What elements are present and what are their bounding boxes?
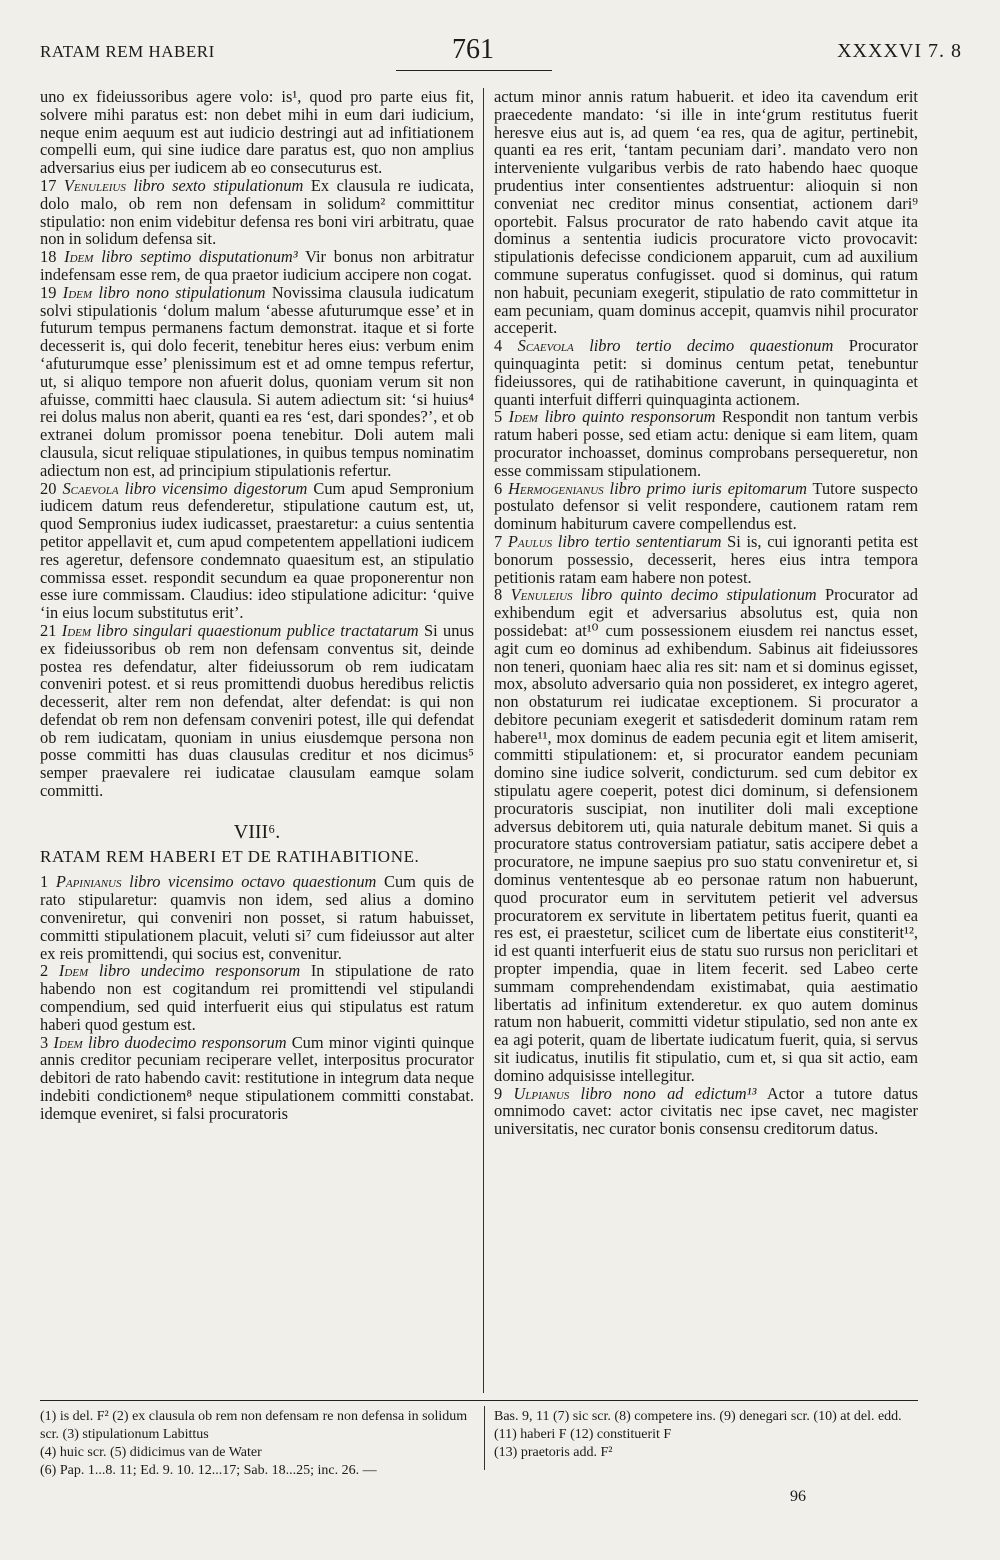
fragment-paragraph: [494, 408, 918, 479]
footnote-rule: [40, 1400, 918, 1401]
fragment-number: 7: [494, 531, 503, 551]
fragment-author: Paulus: [507, 531, 553, 551]
fragment-source: libro duodecimo responsorum: [87, 1032, 287, 1052]
fragment-number: 3: [40, 1032, 49, 1052]
fragment-source: libro quinto decimo stipulationum: [580, 585, 817, 605]
fragment-text: actum minor annis ratum habuerit. et ideo ita cavendum erit praecedente mandato: ‘si ille in inte‘grum restitutus fuerit heresve eius aut is, ad quem ‘ea res, qua de agitur, pertinebit, quanti ea res erit, ‘tantam pecuniam dari’. mandato vero non interveniente vulgaribus verbis de rato habendo haec quoque prudentius inter consentientes adstruentur: alioquin si non conveniat nec creditor minus consentiat, actionem dari⁹ oportebit. Falsus procurator de rato habendo cavit atque ita dominus a sententia iudicis procuratore victo provocavit: stipulationis defecisse condicionem apparuit, cum ad auxilium commune superatus confugisset. quod si dominus, qui ratum non habuit, pecuniam exegerit, stipulatio de rato committetur in eam pecuniam, quam dominus accepit, quamvis nihil procurator acceperit.: [494, 87, 918, 338]
fragment-author: Idem: [64, 247, 94, 267]
fragment-author: Venuleius: [510, 585, 573, 605]
fragment-text: Procurator quinquaginta petit: si dominus centum petat, tenebuntur fideiussores, qui de ratihabitione caverunt, in quinquaginta et quanti interfuit differri quinquaginta actionem.: [494, 336, 918, 409]
column-divider: [483, 88, 484, 1393]
fragment-text: Cum apud Sempronium iudicem datum reus defenderetur, stipulatione cautum est, ut, quod Sempronius iudex iudicasset, praestaretur: a cuius sententia petitor appellavit et, cum apud competentem appellationi iudicem res ageretur, defensore condemnato quaesitum est, an stipulatio commissa esset. respondit secundum ea quae proponerentur non esse iure commissam. Claudius: ideo stipulatione adicitur: ‘quive ‘in eius locum substitutus erit’.: [40, 478, 474, 623]
fragment-paragraph: [40, 248, 474, 284]
fragment-paragraph: [494, 337, 918, 408]
fragment-source: libro vicensimo octavo quaestionum: [129, 872, 377, 892]
continued-paragraph: [40, 88, 474, 177]
fragment-paragraph: [494, 1085, 918, 1138]
fragment-paragraph: [40, 284, 474, 480]
fragment-paragraph: [40, 962, 474, 1033]
fragment-author: Idem: [508, 407, 538, 427]
fragment-source: libro primo iuris epitomarum: [609, 478, 807, 498]
signature-mark: 96: [790, 1488, 806, 1505]
fragment-text: In stipulatione de rato habendo non est cogitandum rei promittendi vel stipulandi compendium, sed quid interfuerit eius qui stipulatus est ratum haberi quod gestum est.: [40, 961, 474, 1034]
fragment-number: 17: [40, 175, 57, 195]
header-rule: [396, 70, 552, 71]
fragment-number: 9: [494, 1083, 503, 1103]
fragment-paragraph: [40, 480, 474, 622]
fragment-author: Scaevola: [517, 336, 574, 356]
fragment-text: Tutore suspecto postulato defensor si velit respondere, cautionem ratam rem dominum habiturum cavere compellendus est.: [494, 478, 918, 534]
fragment-paragraph: [494, 533, 918, 586]
fragment-paragraph: [40, 177, 474, 248]
fragment-number: 19: [40, 282, 57, 302]
fragment-source: libro singulari quaestionum publice tractatarum: [96, 620, 419, 640]
fragment-text: Cum quis de rato stipularetur: quamvis non idem, sed alius a domino conveniretur, qui conveniri non posset, si ratum habuisset, committi stipulationem placuit, veluti si⁷ cum fideiussor aut alter ex reis promittendi, qui socius est, convenitur.: [40, 872, 474, 963]
fragment-text: Cum minor viginti quinque annis creditor pecuniam reciperare vellet, interpositus procurator debitori de rato habendo cavit: restitutione in integrum data neque indebiti condictionem⁸ neque stipulationem committi constabat. idemque eveniret, si falsi procuratoris: [40, 1032, 475, 1123]
fragment-source: libro quinto responsorum: [544, 407, 716, 427]
fragment-paragraph: [494, 586, 918, 1084]
fragment-number: 4: [494, 336, 503, 356]
fragment-author: Idem: [53, 1032, 83, 1052]
footnote-line: (13) praetoris add. F²: [494, 1445, 613, 1460]
footnote-line: Bas. 9, 11 (7) sic scr. (8) competere ins. (9) denegari scr. (10) at del. edd. (11) haberi F (12) constituerit F: [494, 1409, 902, 1442]
fragment-author: Papinianus: [55, 872, 122, 892]
fragment-source: libro nono ad edictum¹³: [580, 1083, 757, 1103]
fragment-number: 2: [40, 961, 49, 981]
fragment-text: Si is, cui ignoranti petita est bonorum possessio, decesserit, heres eius intra tempora petitionis ratam eam habere non potest.: [494, 531, 918, 587]
fragment-source: libro tertio sententiarum: [557, 531, 722, 551]
fragment-number: 20: [40, 478, 57, 498]
fragment-text: uno ex fideiussoribus agere volo: is¹, quod pro parte eius fit, solvere mihi paratus est: non debet mihi in eum dari iudicium, neque enim aequum est aut iudicio destringi aut ad infitiationem compelli eum, qui sine iudice dare paratus est, quo non amplius adversarius eius per iudicem ab eo consecuturus est.: [40, 87, 474, 178]
fragment-source: libro undecimo responsorum: [98, 961, 301, 981]
fragment-text: Respondit non tantum verbis ratum haberi posse, sed etiam actu: denique si eam litem, quam procurator inchoasset, dominus comprobans persequeretur, non esse commissam stipulationem.: [494, 407, 918, 480]
fragment-number: 21: [40, 620, 57, 640]
footnote-line: (1) is del. F² (2) ex clausula ob rem non defensam re non defensa in solidum scr. (3) stipulationum Labittus: [40, 1409, 468, 1442]
fragment-source: libro tertio decimo quaestionum: [589, 336, 834, 356]
fragment-paragraph: [40, 1034, 474, 1123]
footnotes-left: [40, 1408, 476, 1480]
fragment-author: Idem: [61, 620, 92, 640]
fragment-author: Scaevola: [62, 478, 119, 498]
running-head-left: RATAM REM HABERI: [40, 42, 215, 61]
fragment-paragraph: [40, 622, 474, 800]
fragment-number: 1: [40, 872, 49, 892]
fragment-source: libro nono stipulationum: [98, 282, 266, 302]
fragment-text: Vir bonus non arbitratur indefensam esse rem, de qua praetor iudicium accipere non cogat.: [40, 247, 474, 284]
fragment-number: 5: [494, 407, 503, 427]
fragment-text: Actor a tutore datus omnimodo cavet: actor civitatis nec ipse cavet, nec magister universitatis, nec curator bonis consensu creditorum datus.: [494, 1083, 918, 1139]
running-head-right: XXXXVI 7. 8: [837, 40, 962, 62]
section-title: RATAM REM HABERI ET DE RATIHABITIONE.: [40, 846, 420, 866]
page-number: 761: [452, 34, 494, 65]
footnotes-right: [494, 1408, 920, 1462]
left-text-column: [40, 88, 474, 1123]
fragment-text: Procurator ad exhibendum egit et adversarius absolutus est, quia non possidebat: at¹⁰ cum possessionem eiusdem rei nanctus esset, agit cum eo dominus ad exhibendum. Sabinus ait fideiussores non teneri, quoniam haec alia res sit: nam et si dominus egisset, mox, absoluto adversario quia non possideret, ex integro ageret, non obstaturum rei iudicatae exceptionem. Si procurator a debitore pecuniam exegerit et satisdederit dominum ratam rem habere¹¹, mox dominus de eadem pecunia egit et litem amiserit, committi stipulationem: et, si procurator eandem pecuniam domino sine iudice solverit, condicturum. sed cum debitor ex stipulatu agere coeperit, potest dici dominum, si defensionem procuratoris suscipiat, non inutiliter doli mali exceptione adversus debitorem uti, quia naturale debitum manet. Si quis a procuratore status controversiam patiatur, satis accipere debet a procuratore, ne impune saepius pro suo statu conveniretur et, si dominus vententesque ab eo personae ratum non habuerunt, quod procurator eum in servitutem petierit vel adversus procuratorem ex servitute in libertatem petitus fuerit, quanti ea res est, ei praestetur, scilicet cum de libertate eius constiterit¹², id est quanti interfuerit eius de statu suo rursus non periclitari et propter impendia, quae in litem fecerit. sed Labeo certe summam comprehendendam existimabat, quia aestimatio libertatis ad infinitum extenderetur. ex quo autem dominus ratum non habuerit, committi videtur stipulatio, sed non ante ex ea agi poterit, quam de libertate iudicatum fuerit, quia, si servus sit iudicatus, inutilis fit stipulatio, cum et, si qua sit actio, eam domino adquisisse intellegitur.: [494, 585, 918, 1085]
fragment-number: 6: [494, 478, 503, 498]
fragment-number: 18: [40, 247, 57, 267]
fragment-source: libro sexto stipulationum: [133, 175, 304, 195]
fragment-author: Hermogenianus: [508, 478, 604, 498]
fragment-author: Idem: [58, 961, 89, 981]
fragment-author: Idem: [62, 282, 93, 302]
fragment-author: Venuleius: [63, 175, 126, 195]
fragment-author: Ulpianus: [513, 1083, 570, 1103]
fragment-number: 8: [494, 585, 503, 605]
footnote-line: (6) Pap. 1...8. 11; Ed. 9. 10. 12...17; Sab. 18...25; inc. 26. —: [40, 1463, 377, 1478]
continued-paragraph: [494, 88, 918, 337]
fragment-source: libro septimo disputationum³: [101, 247, 298, 267]
fragment-text: Si unus ex fideiussoribus ob rem non defensam conventus sit, deinde postea res defendatur, alter fideiussorum ob rem iudicatam conveniri potest. et si reus promittendi duobus heredibus relictis decesserit, alter rem non defendat, alter defendat: is qui non defendat ob rem non defensam conveniri potest, ille qui defendat ob rem iudicatam, quoniam in unius eiusdemque persona non posse committi has duas clausulas creditur et nos dicimus⁵ semper praevalere rei iudicatae clausulam eamque solam committi.: [40, 620, 474, 801]
fragment-paragraph: [40, 873, 474, 962]
fragment-paragraph: [494, 480, 918, 533]
fragment-text: Ex clausula re iudicata, dolo malo, ob rem non defensam in solidum² committitur stipulatio: non enim videbitur defensa res boni viri arbitratu, quae non in solidum defensa sit.: [40, 175, 474, 249]
fragment-text: Novissima clausula iudicatum solvi stipulationis ‘dolum malum ‘abesse afuturumque esse’ et in futurum tempus permanens factum demonstrat. itaque et si forte decesserit is, qui dolo fecerit, tenebitur heres eius: verbum enim ‘afuturumque esse’ plenissimum est et ad omne tempus refertur, ut, si aliquo tempore non afuerit dolus, quoniam verum sit non afuisse, committi haec clausula. Si autem adiectum sit: ‘si huius⁴ rei dolus malus non aberit, quanti ea res ‘est, dari spondes?’, et ob extranei dolum promissor poena tenebitur. Doli autem mali clausula, sicut reliquae stipulationes, in quibus tempus nominatim adiectum non est, ad principium stipulationis refertur.: [40, 282, 474, 480]
section-number: VIII⁶.: [233, 820, 281, 843]
footnote-divider: [484, 1406, 485, 1470]
footnote-line: (4) huic scr. (5) didicimus van de Water: [40, 1445, 262, 1460]
fragment-source: libro vicensimo digestorum: [124, 478, 308, 498]
right-text-column: [494, 88, 918, 1138]
